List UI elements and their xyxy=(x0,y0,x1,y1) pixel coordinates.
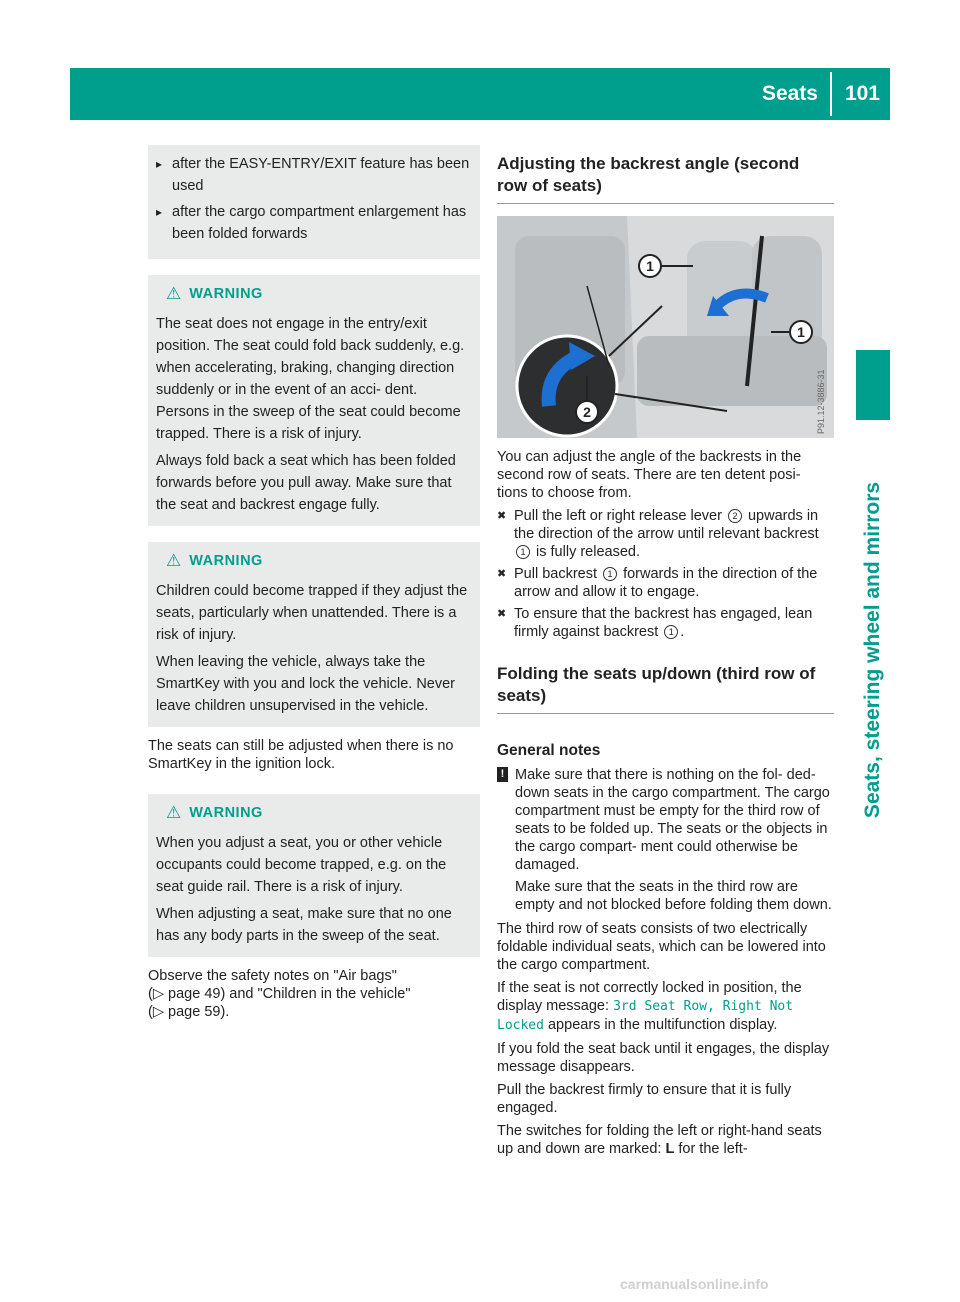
chapter-label-text: Seats, steering wheel and mirrors xyxy=(861,481,884,819)
warning-triangle-icon: ⚠ xyxy=(166,284,182,303)
figure-code: P91.12-3886-31 xyxy=(816,369,826,434)
callout-label: 2 xyxy=(583,404,591,420)
paragraph: The switches for folding the left or right-hand seats up and down are marked: L for the left- xyxy=(497,1123,822,1157)
display-message: 3rd Seat Row, Right Not Locked xyxy=(497,999,794,1033)
instruction-list xyxy=(497,507,834,641)
warning-box xyxy=(148,542,480,727)
list-item: ▸ after the cargo compartment enlargement has been folded forwards xyxy=(156,201,472,245)
page-header xyxy=(70,68,890,120)
page-reference-arrow-icon: ▷ xyxy=(152,1004,164,1020)
left-column xyxy=(148,145,480,1026)
warning-box xyxy=(148,275,480,526)
warning-text: The seat does not engage in the entry/exit position. The seat could fold back suddenly, e.g. when accelerating, braking, changing direction suddenly or in the event of an acci- dent. Persons in the sweep of the seat could become trapped. There is a risk of injury. xyxy=(156,316,465,442)
callout-label: 1 xyxy=(646,258,654,274)
watermark: carmanualsonline.info xyxy=(620,1276,769,1292)
list-item: ▸ after the EASY-ENTRY/EXIT feature has been used xyxy=(156,153,472,197)
paragraph: The third row of seats consists of two electrically foldable individual seats, which can be lowered into the cargo compartment. xyxy=(497,921,826,973)
note-text: Make sure that there is nothing on the fol- ded-down seats in the cargo compartment. The cargo compartment must be empty for the third row of seats to be folded up. The seats or the objects in the cargo compart- ment could otherwise be damaged. xyxy=(515,767,830,873)
warning-text: When adjusting a seat, make sure that no one has any body parts in the sweep of the seat. xyxy=(156,906,452,944)
callout-number: 2 xyxy=(728,509,742,523)
callout-label: 1 xyxy=(797,324,805,340)
warning-triangle-icon: ⚠ xyxy=(166,551,182,570)
backrest-illustration xyxy=(497,216,834,438)
right-column xyxy=(497,153,834,1163)
paragraph: Pull the backrest firmly to ensure that it is fully engaged. xyxy=(497,1082,792,1116)
note-block xyxy=(497,766,834,914)
warning-box xyxy=(148,794,480,957)
page-reference-arrow-icon: ▷ xyxy=(152,986,164,1002)
section-title: Seats xyxy=(761,82,818,105)
chapter-label xyxy=(856,440,890,860)
seat-figure-svg xyxy=(497,216,834,438)
exclamation-icon: ! xyxy=(497,767,508,782)
section-heading: Adjusting the backrest angle (second row of seats) xyxy=(497,153,834,204)
paragraph: If you fold the seat back until it engages, the display message disappears. xyxy=(497,1041,830,1075)
list-item: ✖ Pull backrest 1 forwards in the direction of the arrow and allow it to engage. xyxy=(497,565,834,601)
page-number: 101 xyxy=(844,82,880,105)
switch-label: L xyxy=(665,1141,675,1157)
paragraph: The seats can still be adjusted when there is no SmartKey in the ignition lock. xyxy=(148,738,454,772)
section-heading: Folding the seats up/down (third row of seats) xyxy=(497,663,834,714)
note-text: Make sure that the seats in the third row are empty and not blocked before folding them down. xyxy=(515,879,832,913)
header-divider xyxy=(830,72,832,116)
page-link[interactable]: page 59). xyxy=(164,1004,230,1020)
warning-triangle-icon: ⚠ xyxy=(166,803,182,822)
warning-text: Children could become trapped if they adjust the seats, particularly when unattended. There is a risk of injury. xyxy=(156,583,468,643)
warning-text: When leaving the vehicle, always take the SmartKey with you and lock the vehicle. Never leave children unsupervised in the vehicle. xyxy=(156,654,455,714)
paragraph: You can adjust the angle of the backrests in the second row of seats. There are ten detent posi- tions to choose from. xyxy=(497,449,802,501)
subsection-heading: General notes xyxy=(497,742,601,759)
callout-number: 1 xyxy=(516,545,530,559)
warning-title: WARNING xyxy=(189,286,263,302)
list-item: ✖ Pull the left or right release lever 2 upwards in the direction of the arrow until relevant backrest 1 is fully released. xyxy=(497,507,834,561)
list-item: ✖ To ensure that the backrest has engaged, lean firmly against backrest 1 . xyxy=(497,605,834,641)
warning-title: WARNING xyxy=(189,553,263,569)
bullet-list xyxy=(156,153,472,245)
warning-title: WARNING xyxy=(189,805,263,821)
bullet-box xyxy=(148,145,480,259)
cross-reference-paragraph: Observe the safety notes on "Air bags" (▷ page 49) and "Children in the vehicle" (▷ page 59). xyxy=(148,968,411,1020)
callout-number: 1 xyxy=(664,625,678,639)
chapter-tab xyxy=(856,350,890,420)
callout-number: 1 xyxy=(603,567,617,581)
page-link[interactable]: page 49) and "Children in the vehicle" xyxy=(164,986,411,1002)
warning-text: When you adjust a seat, you or other vehicle occupants could become trapped, e.g. on the seat guide rail. There is a risk of injury. xyxy=(156,835,447,895)
paragraph: If the seat is not correctly locked in position, the display message: 3rd Seat Row, Right Not Locked appears in the multifunction display. xyxy=(497,980,802,1033)
warning-text: Always fold back a seat which has been folded forwards before you pull away. Make sure that the seat and backrest engage fully. xyxy=(156,453,456,513)
